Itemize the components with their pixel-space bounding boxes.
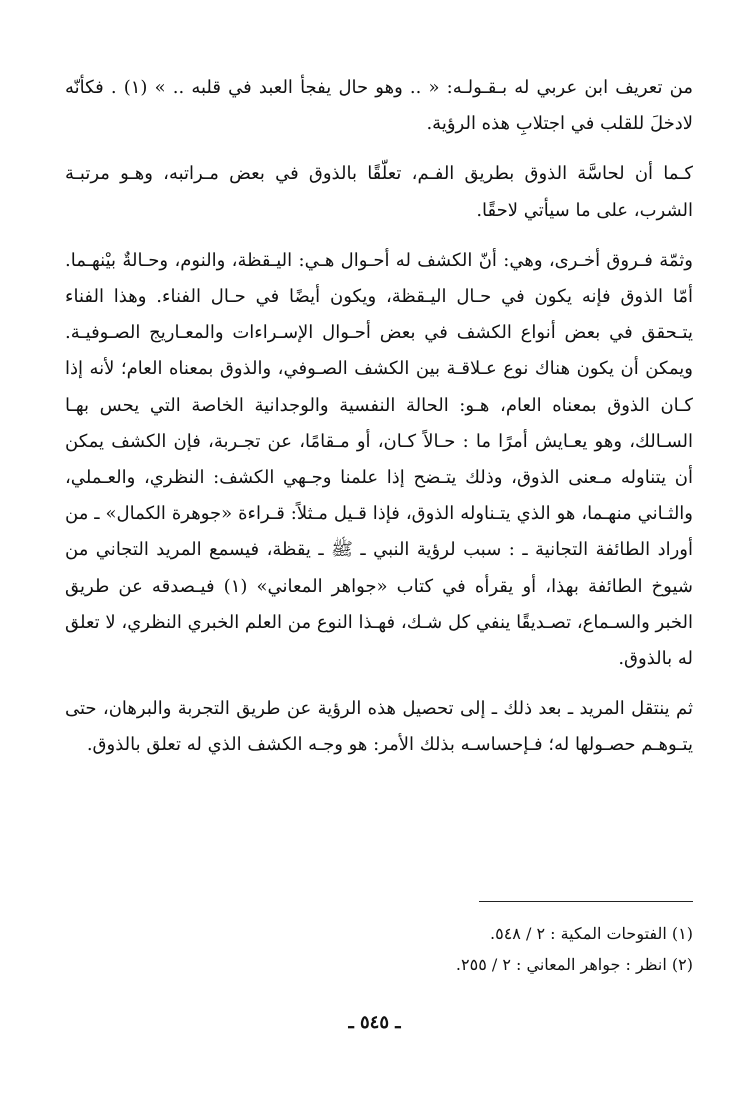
paragraph-4: ثم ينتقل المريد ـ بعد ذلك ـ إلى تحصيل هذه الرؤية عن طريق التجربة والبرهان، حتى يتـوهـم حصـولها له؛ فـإحساسـه بذلك الأمر: هو وجـه الكشف الذي له تعلق بالذوق. <box>65 698 693 756</box>
footnote-divider <box>479 901 693 902</box>
page-number: ـ ٥٤٥ ـ <box>348 1012 401 1033</box>
main-text <box>65 70 693 764</box>
footnote-2: (٢) انظر : جواهر المعاني : ٢ / ٢٥٥. <box>455 955 693 974</box>
footnotes <box>65 918 693 980</box>
paragraph-3: وثمّة فـروق أخـرى، وهي: أنّ الكشف له أحـوال هـي: اليـقظة، والنوم، وحـالةٌ بيْنهـما. أمّا الذوق فإنه يكون في حـال اليـقظة، ويكون أيضًا في حـال الفناء. وهذا الفناء يتـحقق في بعض أنواع الكشف في بعض أحـوال الإسـراءات والمعـاريج الصـوفيـة. ويمكن أن يكون هناك نوع عـلاقـة بين الكشف الصـوفي، والذوق بمعناه العام؛ لأنه إذا كـان الذوق بمعناه العام، هـو: الحالة النفسية والوجدانية الخاصة التي يحس بهـا السـالك، وهو يعـايش أمرًا ما : حـالاً كـان، أو مـقامًا، عن تجـربة، فإن الكشف يمكن أن يتناوله مـعنى الذوق، وذلك يتـضح إذا علمنا وجـهي الكشف: النظري، والعـملي، والثـاني منهـما، هو الذي يتـناوله الذوق، فإذا قـيل مـثلاً: قـراءة «جوهرة الكمال» ـ من أوراد الطائفة التجانية ـ : سبب لرؤية النبي ـ ﷺ ـ يقظة، فيسمع المريد التجاني من شيوخ الطائفة بهذا، أو يقرأه في كتاب «جواهر المعاني» (١) فيـصدقه عن طريق الخبر والسـماع، تصـديقًا ينفي كل شـك، فهـذا النوع من العلم الخبري النظري، لا تعلق له بالذوق. <box>65 249 693 670</box>
paragraph-2: كـما أن لحاسَّة الذوق بطريق الفـم، تعلّقًا بالذوق في بعض مـراتبه، وهـو مرتبـة الشرب، على ما سيأتي لاحقًا. <box>65 163 693 221</box>
footnote-1: (١) الفتوحات المكية : ٢ / ٥٤٨. <box>490 924 693 943</box>
paragraph-1: من تعريف ابن عربي له بـقـولـه: « .. وهو حال يفجأ العبد في قلبه .. » (١) . فكأنّه لادخلَ للقلب في اجتلابِ هذه الرؤية. <box>65 77 693 135</box>
